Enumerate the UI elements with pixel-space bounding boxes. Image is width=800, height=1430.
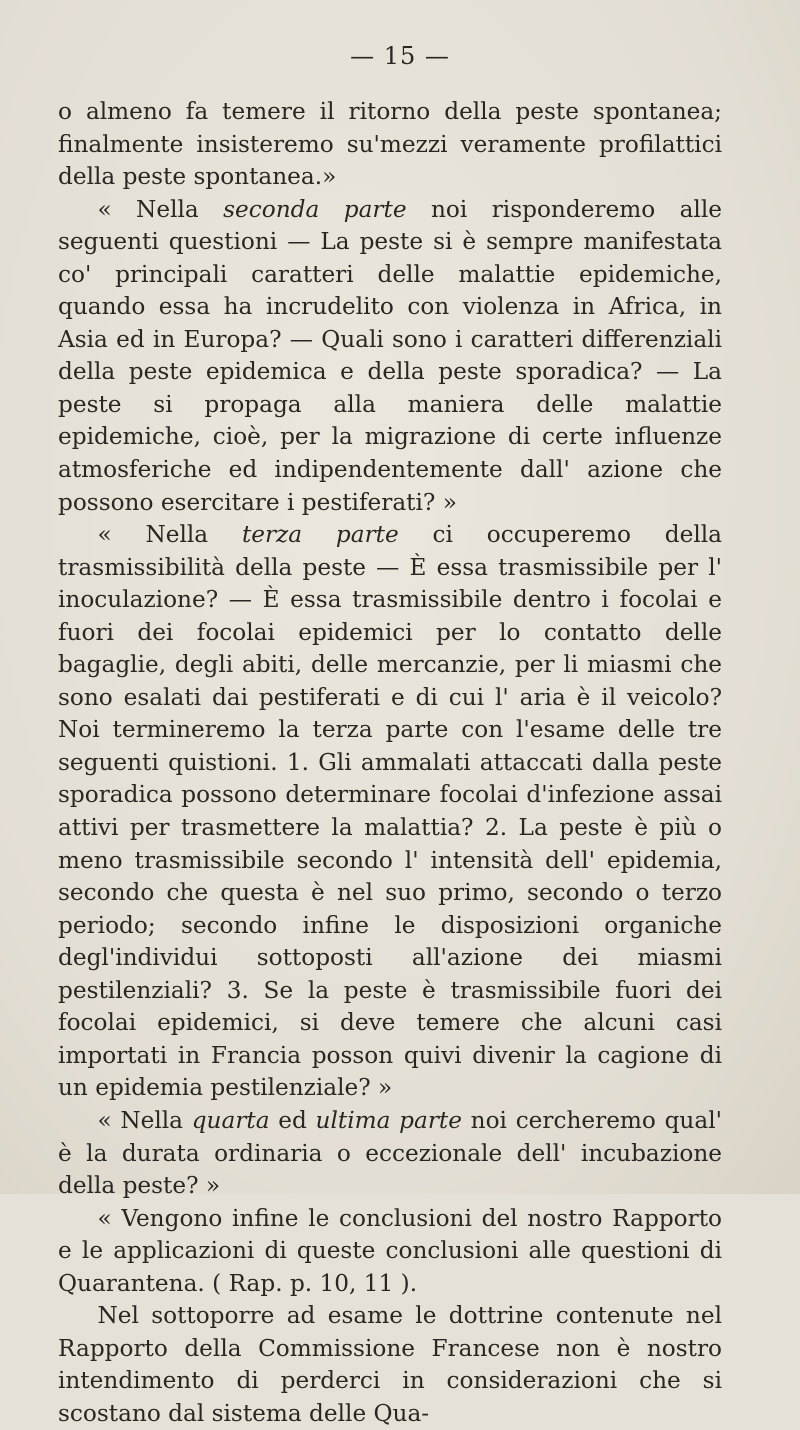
paragraph-4-join: ed bbox=[269, 1106, 316, 1134]
paragraph-2-lead: « Nella bbox=[97, 195, 224, 223]
paragraph-4 bbox=[58, 1105, 722, 1203]
paragraph-4-italic-1: quarta bbox=[191, 1106, 270, 1134]
paragraph-6: Nel sottoporre ad esame le dottrine contenute nel Rapporto della Commissione Francese non è nostro intendimento di perderci in considerazioni che si scostano dal sistema delle Qua- bbox=[58, 1302, 722, 1427]
paragraph-3-italic: terza parte bbox=[241, 521, 399, 549]
page-number: — 15 — bbox=[350, 42, 450, 70]
paragraph-3 bbox=[58, 519, 722, 1105]
paragraph-2 bbox=[58, 194, 722, 519]
paragraph-2-italic: seconda parte bbox=[223, 195, 407, 223]
paragraph-5: « Vengono infine le conclusioni del nostro Rapporto e le applicazioni di queste conclusioni alle questioni di Quarantena. ( Rap. p. 10, 11 ). bbox=[58, 1204, 722, 1297]
paragraph-4-body: noi cercheremo qual' è la durata ordinaria o eccezionale dell' incubazione della peste? » bbox=[58, 1106, 722, 1200]
paragraph-2-body: noi risponderemo alle seguenti questioni — La peste si è sempre manifestata co' principali caratteri delle malattie epidemiche, quando essa ha incrudelito con violenza in Africa, in Asia ed in Europa? — Quali sono i caratteri differenziali della peste epidemica e della peste sporadica? — La peste si propaga alla maniera delle malattie epidemiche, cioè, per la migrazione di certe influenze atmosferiche ed indipendentemente dall' azione che possono esercitare i pestiferati? » bbox=[58, 195, 722, 516]
paragraph-3-body: ci occuperemo della trasmissibilità della peste — È essa trasmissibile per l' inoculazione? — È essa trasmissibile dentro i focolai e fuori dei focolai epidemici per lo contatto delle bagaglie, degli abiti, delle mercanzie, per li miasmi che sono esalati dai pestiferati e di cui l' aria è il veicolo? Noi termineremo la terza parte con l'esame delle tre seguenti quistioni. 1. Gli ammalati attaccati dalla peste sporadica possono determinare focolai d'infezione assai attivi per trasmettere la malattia? 2. La peste è più o meno trasmissibile secondo l' intensità dell' epidemia, secondo che questa è nel suo primo, secondo o terzo periodo; secondo infine le disposizioni organiche degl'individui sottoposti all'azione dei miasmi pestilenziali? 3. Se la peste è trasmissibile fuori dei focolai epidemici, si deve temere che alcuni casi importati in Francia posson quivi divenir la cagione di un epidemia pestilenziale? » bbox=[58, 521, 722, 1102]
body-text bbox=[58, 96, 722, 1430]
paragraph-4-lead: « Nella bbox=[97, 1106, 192, 1134]
paragraph-3-lead: « Nella bbox=[97, 521, 242, 549]
paragraph-1: o almeno fa temere il ritorno della peste spontanea; finalmente insisteremo su'mezzi veramente profilattici della peste spontanea.» bbox=[58, 98, 722, 191]
paragraph-4-italic-2: ultima parte bbox=[315, 1106, 462, 1134]
